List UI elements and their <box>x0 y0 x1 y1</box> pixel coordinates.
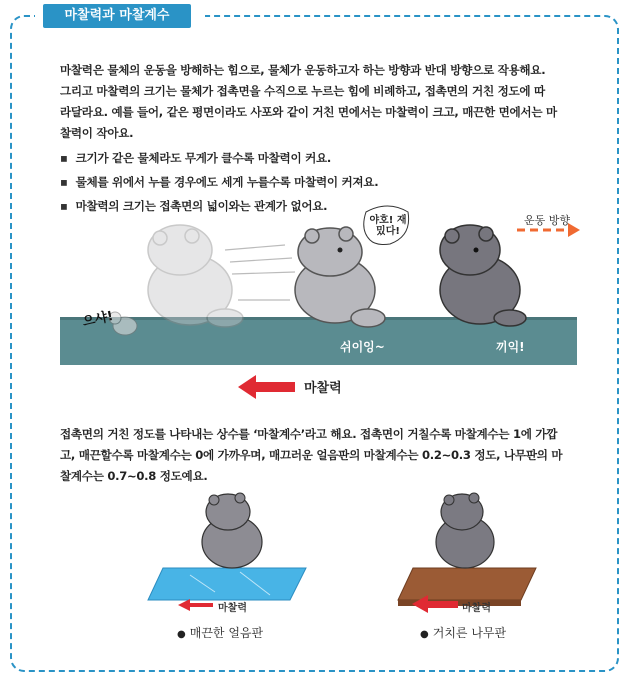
section-title: 마찰력과 마찰계수 <box>43 4 191 28</box>
hippo-sliding <box>295 227 385 327</box>
coefficient-paragraph <box>60 424 580 487</box>
intro-line-4: 찰력이 작아요. <box>60 126 134 140</box>
fact-item: ▪ 마찰력의 크기는 접촉면의 넓이와는 관계가 없어요. <box>60 194 378 218</box>
ice-caption: ● 매끈한 얼음판 <box>177 624 263 641</box>
friction-label: 마찰력 <box>304 381 342 396</box>
coefficient-line-1: 접촉면의 거친 정도를 나타내는 상수를 ‘마찰계수’라고 해요. 접촉면이 거칠수록 마찰계수는 1에 가깝 <box>60 427 558 441</box>
fact-item: ▪ 크기가 같은 물체라도 무게가 클수록 마찰력이 커요. <box>60 146 378 170</box>
fact-item: ▪ 물체를 위에서 누를 경우에도 세게 누를수록 마찰력이 커져요. <box>60 170 378 194</box>
intro-line-1: 마찰력은 물체의 운동을 방해하는 힘으로, 물체가 운동하고자 하는 방향과 반대 방향으로 작용해요. <box>60 63 546 77</box>
hippo-faded <box>148 225 243 327</box>
effort-sound-effect: 으샤! <box>81 308 115 331</box>
coefficient-line-2: 고, 매끈할수록 마찰계수는 0에 가까우며, 매끄러운 얼음판의 마찰계수는 0.2~0.3 정도, 나무판의 마 <box>60 448 563 462</box>
ice-friction-arrow <box>178 599 213 611</box>
stop-sound-effect: 끼익! <box>496 340 525 354</box>
motion-direction-label: 운동 방향 <box>524 214 571 227</box>
speech-bubble-text: 야호! 재밌다! <box>369 215 407 237</box>
hippo-on-ice <box>202 493 262 568</box>
coefficient-line-3: 찰계수는 0.7~0.8 정도예요. <box>60 469 208 483</box>
intro-line-3: 라달라요. 예를 들어, 같은 평면이라도 사포와 같이 거친 면에서는 마찰력이 크고, 매끈한 면에서는 마 <box>60 105 557 119</box>
intro-line-2: 그리고 마찰력의 크기는 물체가 접촉면을 수직으로 누르는 힘에 비례하고, 접촉면의 거친 정도에 따 <box>60 84 545 98</box>
wood-friction-label: 마찰력 <box>462 603 491 614</box>
ice-friction-label: 마찰력 <box>218 603 247 614</box>
slide-sound-effect: 쉬이잉~ <box>340 340 385 354</box>
motion-lines <box>225 245 295 300</box>
hippo-stopped <box>440 225 526 326</box>
ice-board <box>148 568 306 600</box>
hippo-on-wood <box>436 493 494 568</box>
friction-arrow <box>238 375 295 399</box>
wood-caption: ● 거치른 나무판 <box>420 624 506 641</box>
